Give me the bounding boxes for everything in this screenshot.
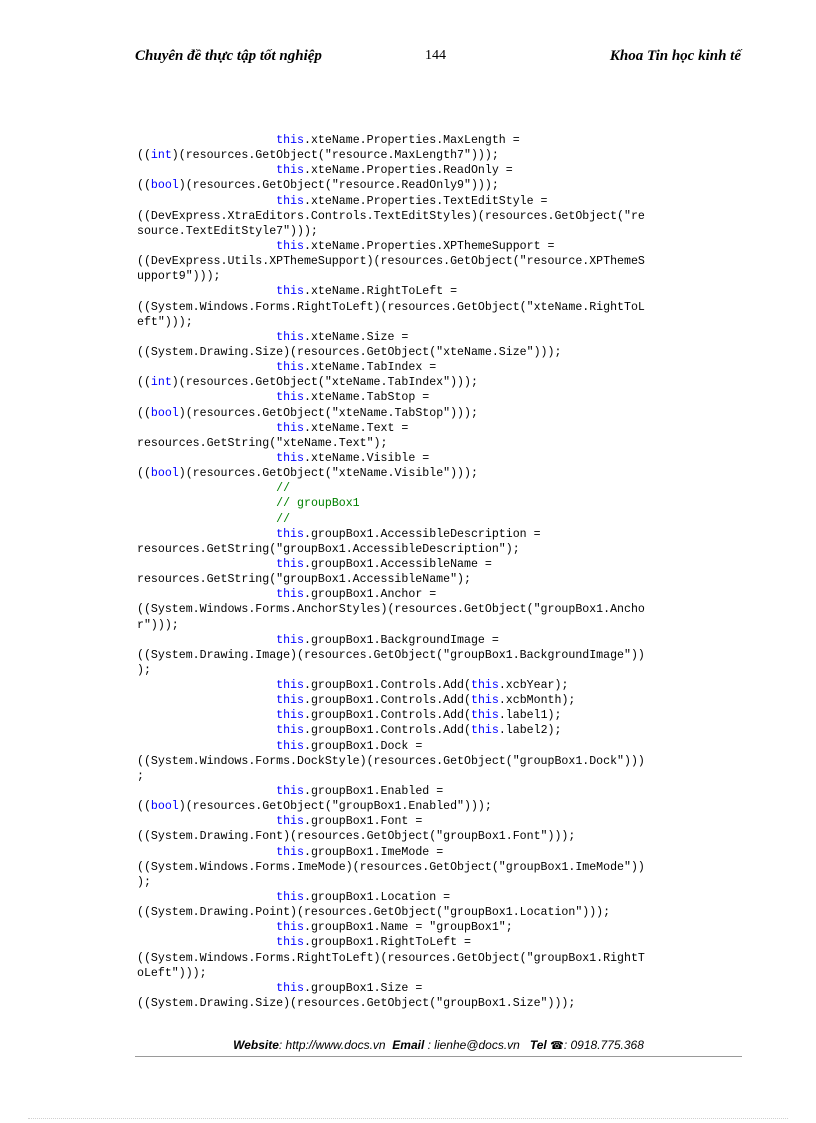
code-line [137, 769, 743, 784]
code-keyword: this [276, 239, 304, 253]
page-number: 144 [425, 48, 446, 63]
code-keyword: bool [150, 406, 179, 420]
code-text: ((System.Windows.Forms.ImeMode)(resources.GetObject("groupBox1.ImeMode")) [137, 860, 645, 874]
code-text [137, 785, 276, 798]
code-text: eft"))); [137, 315, 193, 329]
code-line [137, 572, 743, 587]
code-text: (( [137, 149, 151, 163]
code-text: ((System.Windows.Forms.DockStyle)(resources.GetObject("groupBox1.Dock"))) [137, 754, 645, 768]
code-text: ); [137, 875, 151, 889]
code-keyword: this [276, 845, 304, 859]
code-keyword: int [150, 149, 172, 163]
code-line [137, 194, 743, 209]
footer-email-label: Email [392, 1038, 425, 1052]
code-line [137, 209, 743, 224]
code-keyword: this [276, 391, 304, 405]
code-text: ((System.Windows.Forms.RightToLeft)(resources.GetObject("xteName.RightToL [137, 300, 645, 314]
code-line [137, 527, 743, 542]
code-text [137, 724, 276, 737]
footer-website-value: : http://www.docs.vn [278, 1038, 386, 1052]
code-text: .groupBox1.Size = [304, 981, 423, 995]
code-text: .groupBox1.AccessibleName = [304, 557, 492, 571]
code-text [137, 164, 276, 177]
code-text [137, 634, 276, 647]
code-text: .label2); [498, 724, 562, 738]
code-text [137, 982, 276, 995]
code-keyword: this [276, 679, 304, 693]
code-keyword: this [276, 194, 304, 208]
code-line [137, 133, 743, 148]
code-comment: // [276, 512, 291, 526]
code-line [137, 542, 743, 557]
code-comment: // groupBox1 [276, 497, 360, 511]
code-text: )(resources.GetObject("xteName.TabIndex"))); [171, 376, 478, 390]
code-keyword: this [276, 588, 304, 602]
code-text [137, 195, 276, 208]
code-text [137, 391, 276, 404]
code-comment: // [276, 482, 291, 496]
code-line [137, 739, 743, 754]
code-text: r"))); [137, 618, 179, 632]
code-text: .groupBox1.Controls.Add( [304, 724, 471, 738]
code-text: ((System.Windows.Forms.AnchorStyles)(resources.GetObject("groupBox1.Ancho [137, 603, 645, 617]
code-keyword: this [276, 361, 304, 375]
code-text [137, 936, 276, 949]
code-line [137, 284, 743, 299]
code-text: .groupBox1.Font = [304, 815, 423, 829]
code-text [137, 694, 276, 707]
code-line [137, 678, 743, 693]
code-text: (( [137, 179, 151, 193]
code-keyword: this [276, 981, 304, 995]
code-line [137, 300, 743, 315]
code-line [137, 618, 743, 633]
code-line [137, 557, 743, 572]
code-line [137, 436, 743, 451]
code-text: ((System.Drawing.Point)(resources.GetObject("groupBox1.Location"))); [137, 906, 611, 920]
code-line [137, 708, 743, 723]
code-keyword: this [276, 451, 304, 465]
code-text: )(resources.GetObject("groupBox1.Enabled"))); [178, 800, 492, 814]
code-text: .xteName.Properties.TextEditStyle = [304, 194, 548, 208]
code-keyword: this [276, 557, 304, 571]
code-text [137, 482, 276, 495]
footer-divider [135, 1056, 742, 1057]
code-text [137, 497, 276, 510]
header-title-right: Khoa Tin học kinh tế [609, 48, 741, 64]
code-listing [137, 133, 743, 1011]
code-line [137, 496, 743, 511]
page-footer [135, 1038, 742, 1052]
code-text: resources.GetString("xteName.Text"); [137, 436, 388, 450]
code-line [137, 799, 743, 814]
code-text: ((System.Drawing.Font)(resources.GetObject("groupBox1.Font"))); [137, 830, 576, 844]
code-text: ; [137, 769, 144, 783]
code-text: .groupBox1.RightToLeft = [304, 936, 471, 950]
code-keyword: bool [150, 179, 179, 193]
code-text: ((DevExpress.Utils.XPThemeSupport)(resources.GetObject("resource.XPThemeS [137, 255, 645, 269]
code-line [137, 178, 743, 193]
code-keyword: this [276, 633, 304, 647]
code-line [137, 633, 743, 648]
code-line [137, 920, 743, 935]
code-text: resources.GetString("groupBox1.AccessibleDescription"); [137, 542, 520, 556]
code-line [137, 784, 743, 799]
code-text: .xteName.TabIndex = [304, 361, 437, 375]
code-text: .groupBox1.AccessibleDescription = [304, 527, 541, 541]
code-keyword: this [276, 891, 304, 905]
code-line [137, 254, 743, 269]
code-text: .groupBox1.Anchor = [304, 588, 437, 602]
code-text [137, 528, 276, 541]
code-text: )(resources.GetObject("xteName.TabStop"))); [178, 406, 478, 420]
footer-tel-label: Tel [529, 1038, 547, 1052]
code-line [137, 421, 743, 436]
code-text: (( [137, 406, 151, 420]
code-keyword: this [276, 285, 304, 299]
code-text: .groupBox1.Name = "groupBox1"; [304, 921, 513, 935]
code-line [137, 754, 743, 769]
code-text: .groupBox1.ImeMode = [304, 845, 444, 859]
code-keyword: this [276, 724, 304, 738]
code-text: .groupBox1.BackgroundImage = [304, 633, 499, 647]
code-line [137, 829, 743, 844]
header-title-left: Chuyên đề thực tập tốt nghiệp [135, 48, 322, 64]
code-text [137, 361, 276, 374]
code-text [137, 513, 276, 526]
code-line [137, 890, 743, 905]
code-line [137, 845, 743, 860]
code-line [137, 390, 743, 405]
code-line [137, 663, 743, 678]
code-text [137, 846, 276, 859]
code-text: ((System.Drawing.Size)(resources.GetObject("groupBox1.Size"))); [137, 997, 576, 1011]
code-line [137, 148, 743, 163]
code-line [137, 481, 743, 496]
code-line [137, 512, 743, 527]
code-line [137, 451, 743, 466]
footer-tel-value: : 0918.775.368 [563, 1038, 644, 1052]
code-text: .xteName.Properties.MaxLength = [304, 134, 520, 147]
code-text: ((System.Drawing.Size)(resources.GetObject("xteName.Size"))); [137, 345, 562, 359]
code-text [137, 709, 276, 722]
code-text [137, 285, 276, 298]
code-text: .groupBox1.Controls.Add( [304, 679, 471, 693]
code-keyword: bool [150, 800, 179, 814]
code-keyword: this [276, 134, 304, 147]
code-line [137, 239, 743, 254]
code-text [137, 558, 276, 571]
code-text [137, 331, 276, 344]
code-keyword: this [276, 421, 304, 435]
code-keyword: this [276, 527, 304, 541]
code-text: ((System.Windows.Forms.RightToLeft)(resources.GetObject("groupBox1.RightT [137, 951, 645, 965]
code-keyword: this [276, 694, 304, 708]
code-text: .label1); [498, 709, 562, 723]
code-line [137, 315, 743, 330]
code-text: upport9"))); [137, 270, 221, 284]
code-text: .xteName.Text = [304, 421, 409, 435]
code-text: source.TextEditStyle7"))); [137, 224, 318, 238]
footer-email-value: : lienhe@docs.vn [424, 1038, 520, 1052]
code-keyword: this [276, 921, 304, 935]
code-line [137, 951, 743, 966]
code-text: .xteName.Visible = [304, 451, 430, 465]
code-text: .xcbMonth); [498, 694, 576, 708]
code-text: .xteName.TabStop = [304, 391, 430, 405]
code-keyword: this [276, 936, 304, 950]
code-text: ((DevExpress.XtraEditors.Controls.TextEditStyles)(resources.GetObject("re [137, 209, 645, 223]
code-text: (( [137, 467, 151, 481]
code-text [137, 240, 276, 253]
code-text: )(resources.GetObject("xteName.Visible"))); [178, 467, 478, 481]
code-line [137, 269, 743, 284]
code-line [137, 814, 743, 829]
code-line [137, 587, 743, 602]
code-line [137, 224, 743, 239]
code-text: .xteName.Size = [304, 330, 409, 344]
code-text: (( [137, 376, 151, 390]
code-line [137, 345, 743, 360]
code-line [137, 996, 743, 1011]
code-text: .xcbYear); [498, 679, 569, 693]
code-text: .groupBox1.Dock = [304, 739, 423, 753]
code-text: .groupBox1.Enabled = [304, 785, 444, 799]
code-text [137, 740, 276, 753]
code-text: .xteName.Properties.ReadOnly = [304, 164, 513, 178]
code-line [137, 406, 743, 421]
code-text: .groupBox1.Controls.Add( [304, 694, 471, 708]
code-text [137, 452, 276, 465]
code-text [137, 134, 276, 147]
code-text: oLeft"))); [137, 966, 207, 980]
code-keyword: this [276, 709, 304, 723]
code-keyword: this [470, 679, 499, 693]
code-keyword: bool [150, 467, 179, 481]
code-keyword: this [276, 815, 304, 829]
code-line [137, 693, 743, 708]
code-text: .groupBox1.Controls.Add( [304, 709, 471, 723]
code-line [137, 860, 743, 875]
code-keyword: this [470, 694, 499, 708]
code-line [137, 330, 743, 345]
code-text: ((System.Drawing.Image)(resources.GetObject("groupBox1.BackgroundImage")) [137, 648, 645, 662]
code-text [137, 891, 276, 904]
code-keyword: this [276, 785, 304, 799]
code-text: .groupBox1.Location = [304, 891, 451, 905]
code-text: )(resources.GetObject("resource.ReadOnly9"))); [178, 179, 499, 193]
code-line [137, 360, 743, 375]
code-text: .xteName.RightToLeft = [304, 285, 458, 299]
code-keyword: int [150, 376, 172, 390]
code-text [137, 588, 276, 601]
code-line [137, 648, 743, 663]
code-line [137, 935, 743, 950]
code-text [137, 815, 276, 828]
page-header [135, 48, 741, 70]
code-line [137, 875, 743, 890]
code-line [137, 602, 743, 617]
code-line [137, 375, 743, 390]
code-text [137, 921, 276, 934]
code-keyword: this [276, 164, 304, 178]
code-text: resources.GetString("groupBox1.AccessibleName"); [137, 573, 471, 587]
code-text [137, 679, 276, 692]
code-text: )(resources.GetObject("resource.MaxLength7"))); [171, 149, 499, 163]
code-line [137, 466, 743, 481]
code-line [137, 163, 743, 178]
footer-website-label: Website [233, 1038, 279, 1052]
code-line [137, 981, 743, 996]
code-keyword: this [276, 739, 304, 753]
code-text [137, 422, 276, 435]
code-text: (( [137, 800, 151, 814]
telephone-icon: ☎ [550, 1040, 564, 1052]
code-text: ); [137, 663, 151, 677]
code-line [137, 723, 743, 738]
code-line [137, 966, 743, 981]
page-bottom-border [28, 1118, 788, 1119]
code-text: .xteName.Properties.XPThemeSupport = [304, 239, 555, 253]
code-keyword: this [470, 724, 499, 738]
code-keyword: this [276, 330, 304, 344]
code-keyword: this [470, 709, 499, 723]
code-line [137, 905, 743, 920]
